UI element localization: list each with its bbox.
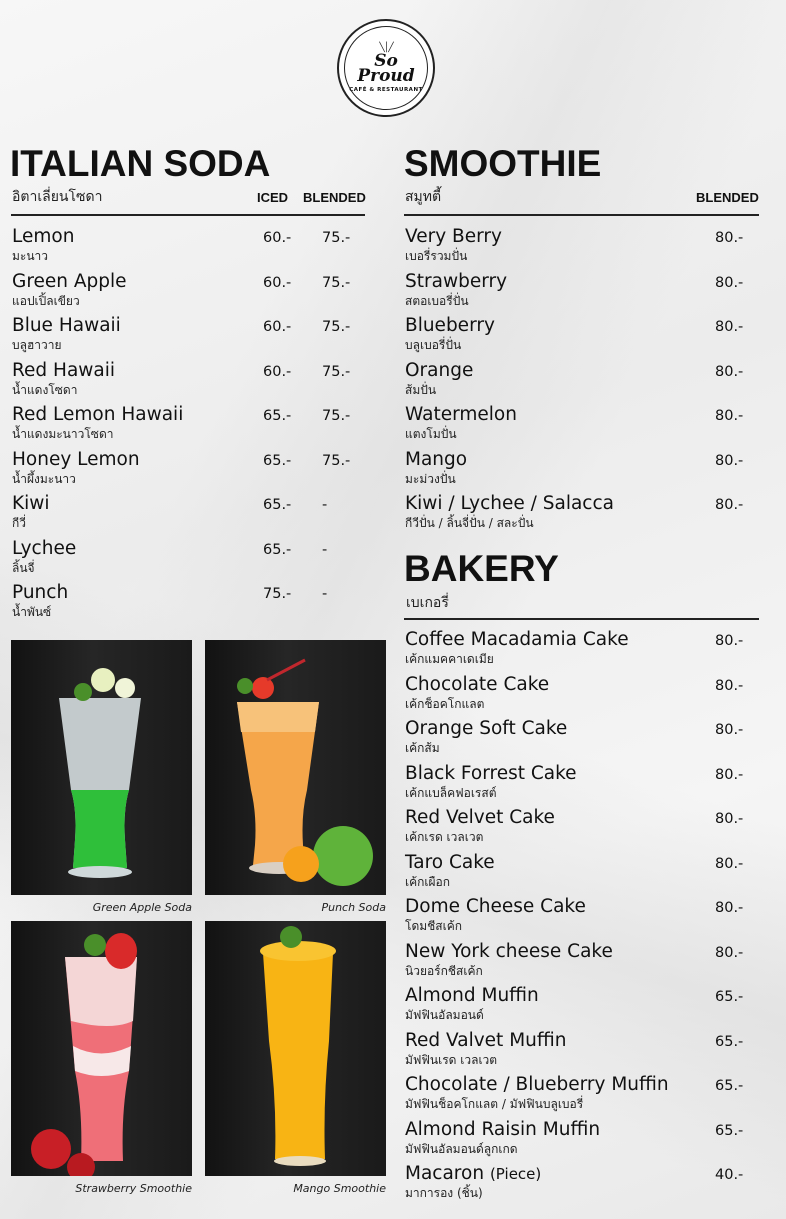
menu-item [405, 360, 759, 405]
item-name [12, 271, 127, 293]
item-price: 80.- [715, 900, 744, 916]
item-name [12, 582, 68, 604]
menu-item [405, 718, 759, 763]
item-thai-name: มัฟฟินเรด เวลเวต [405, 1052, 498, 1067]
italian-soda-title-thai: อิตาเลี่ยนโซดา [12, 189, 103, 205]
blended-price: 80.- [715, 452, 744, 469]
smoothie-list [405, 226, 759, 538]
iced-price: 65.- [263, 408, 292, 424]
menu-item [405, 226, 759, 271]
item-thai-name: เบอรี่รวมปั่น [405, 249, 468, 263]
blended-price: 75.- [322, 274, 351, 291]
item-thai-name: กีวี่ [12, 516, 27, 530]
punch-soda-glass-icon [205, 640, 386, 895]
item-thai-name: ลิ้นจี่ [12, 560, 35, 575]
item-name-text: Chocolate / Blueberry Muffin [405, 1074, 669, 1095]
blended-price: 80.- [715, 274, 744, 291]
menu-item [12, 449, 366, 494]
item-thai-name: บลูฮาวาย [12, 338, 62, 352]
iced-price: 65.- [263, 541, 292, 558]
item-name [12, 360, 115, 382]
item-name [405, 271, 507, 293]
bakery-list [405, 629, 759, 1208]
iced-price: 60.- [263, 319, 292, 335]
item-name [405, 718, 567, 740]
item-thai-name: กีวีปั่น / ลิ้นจี่ปั่น / สละปั่น [405, 516, 534, 530]
blended-price: - [322, 497, 328, 513]
menu-item [405, 449, 759, 494]
iced-price: 60.- [263, 230, 292, 246]
blended-price: - [322, 586, 328, 602]
blended-price: 80.- [715, 363, 744, 380]
item-price: 80.- [715, 855, 744, 872]
punch-soda-caption: Punch Soda [321, 901, 386, 914]
item-price: 40.- [715, 1167, 744, 1183]
item-name-text: Macaron [405, 1163, 485, 1184]
item-thai-name: เค้กแมคคาเดเมีย [405, 652, 494, 666]
iced-price: 75.- [263, 586, 292, 602]
item-name [12, 493, 50, 515]
item-name-text: Very Berry [405, 226, 502, 247]
item-thai-name: มะม่วงปั่น [405, 471, 456, 486]
item-name-text: Dome Cheese Cake [405, 896, 586, 917]
item-name [405, 315, 495, 337]
blended-price: 75.- [322, 408, 351, 424]
item-name [405, 674, 549, 696]
menu-item [405, 1074, 759, 1119]
item-name [405, 1074, 669, 1096]
item-name-text: Orange [405, 359, 474, 381]
iced-price: 60.- [263, 274, 292, 291]
item-thai-name: มะนาว [12, 249, 49, 263]
item-thai-name: น้ำแดงมะนาวโซดา [12, 427, 114, 441]
strawberry-smoothie-photo [11, 921, 192, 1176]
bakery-divider [404, 618, 759, 620]
menu-item [405, 404, 759, 449]
item-name-text: Kiwi [12, 493, 50, 514]
menu-item [405, 1030, 759, 1075]
menu-item [405, 941, 759, 986]
menu-item [12, 315, 366, 360]
menu-item [405, 271, 759, 316]
item-name [405, 226, 502, 248]
item-name [12, 538, 76, 560]
item-thai-name: นิวยอร์กชีสเค้ก [405, 963, 483, 978]
item-thai-name: น้ำพันซ์ [12, 605, 52, 619]
item-name [405, 896, 586, 918]
item-name-text: Almond Raisin Muffin [405, 1118, 601, 1140]
mango-smoothie-caption: Mango Smoothie [293, 1182, 386, 1195]
item-thai-name: มาการอง (ชิ้น) [405, 1186, 483, 1200]
menu-item [405, 763, 759, 808]
item-thai-name: น้ำผึ้งมะนาว [12, 471, 76, 486]
logo-line1: So [374, 50, 398, 71]
item-name-text: Orange Soft Cake [405, 718, 568, 739]
item-thai-name: ส้มปั่น [405, 382, 437, 397]
restaurant-logo [337, 19, 435, 117]
green-apple-soda-glass-icon [11, 640, 192, 895]
green-apple-soda-photo [11, 640, 192, 895]
blended-price: 75.- [322, 230, 351, 246]
item-name-text: Mango [405, 448, 468, 470]
menu-item [12, 271, 366, 316]
item-price: 80.- [715, 944, 744, 961]
green-apple-soda-caption: Green Apple Soda [92, 901, 192, 914]
item-name [405, 629, 629, 651]
item-name-text: Watermelon [405, 404, 517, 425]
punch-soda-photo [205, 640, 386, 895]
item-name [12, 226, 74, 248]
item-price: 65.- [715, 1122, 744, 1139]
item-name [405, 404, 517, 426]
item-price: 80.- [715, 633, 744, 649]
menu-item [405, 1163, 759, 1208]
item-name [405, 449, 467, 471]
item-thai-name: เค้กเรด เวลเวต [405, 830, 484, 844]
menu-item [405, 852, 759, 897]
item-name-text: Chocolate Cake [405, 673, 550, 695]
blended-price: 80.- [715, 230, 744, 246]
item-thai-name: บลูเบอรี่ปั่น [405, 338, 462, 352]
item-thai-name: สตอเบอรี่ปั่น [405, 293, 469, 308]
logo-tagline: CAFÉ & RESTAURANT [349, 86, 423, 93]
menu-item [405, 1119, 759, 1164]
item-price: 80.- [715, 722, 744, 738]
item-name [405, 360, 473, 382]
item-name-text: Blue Hawaii [12, 315, 121, 336]
item-thai-name: น้ำแดงโซดา [12, 382, 78, 397]
item-name [405, 763, 577, 785]
iced-price: 65.- [263, 497, 292, 513]
blended-price: 80.- [715, 319, 744, 335]
item-name [405, 1030, 567, 1052]
item-name-text: Lychee [12, 537, 77, 559]
item-name-text: Taro Cake [405, 851, 495, 873]
strawberry-smoothie-caption: Strawberry Smoothie [75, 1182, 192, 1195]
item-name-note: (Piece) [489, 1165, 542, 1183]
item-name-text: Blueberry [405, 315, 495, 336]
logo-badge [344, 26, 428, 110]
menu-item [12, 404, 366, 449]
menu-item [405, 896, 759, 941]
menu-item [405, 985, 759, 1030]
blended-price: - [322, 541, 328, 558]
italian-soda-divider [11, 214, 365, 216]
menu-item [12, 538, 366, 583]
item-name [405, 852, 495, 874]
item-thai-name: เค้กช็อคโกแลต [405, 696, 485, 711]
menu-item [405, 493, 759, 538]
menu-item [405, 674, 759, 719]
item-price: 65.- [715, 1078, 744, 1094]
menu-item [12, 226, 366, 271]
item-thai-name: มัฟฟินช็อคโกแลต / มัฟฟินบลูเบอรี่ [405, 1097, 584, 1111]
item-thai-name: เค้กส้ม [405, 741, 440, 755]
item-price: 65.- [715, 989, 744, 1005]
smoothie-blended-header: BLENDED [696, 190, 759, 205]
blended-column-header: BLENDED [303, 190, 366, 205]
menu-item [12, 493, 366, 538]
iced-column-header: ICED [257, 190, 289, 205]
item-name [405, 985, 539, 1007]
italian-soda-list [12, 226, 366, 627]
item-name-text: Kiwi / Lychee / Salacca [405, 493, 614, 514]
item-name [405, 1119, 600, 1141]
smoothie-divider [404, 214, 759, 216]
blended-price: 75.- [322, 452, 351, 469]
item-price: 65.- [715, 1033, 744, 1050]
strawberry-smoothie-glass-icon [11, 921, 192, 1176]
blended-price: 80.- [715, 408, 744, 424]
item-name-text: Lemon [12, 226, 75, 247]
blended-price: 75.- [322, 363, 351, 380]
item-thai-name: เค้กเผือก [405, 874, 450, 889]
sunburst-icon: ╲│╱ [379, 42, 393, 53]
item-price: 80.- [715, 677, 744, 694]
item-name-text: Strawberry [405, 270, 508, 292]
item-name-text: Honey Lemon [12, 448, 140, 470]
smoothie-title: SMOOTHIE [404, 143, 602, 184]
item-name-text: Red Valvet Muffin [405, 1029, 567, 1051]
item-thai-name: โดมชีสเค้ก [405, 919, 463, 933]
item-thai-name: มัฟฟินอัลมอนด์ลูกเกด [405, 1141, 518, 1156]
mango-smoothie-photo [205, 921, 386, 1176]
item-name [405, 1163, 541, 1185]
item-name-text: Punch [12, 582, 69, 603]
mango-smoothie-glass-icon [205, 921, 386, 1176]
logo-line2: Proud [357, 65, 415, 86]
item-name [12, 315, 121, 337]
blended-price: 75.- [322, 319, 351, 335]
menu-item [12, 360, 366, 405]
iced-price: 60.- [263, 363, 292, 380]
item-name [405, 493, 614, 515]
menu-item [405, 629, 759, 674]
bakery-title: BAKERY [404, 548, 559, 589]
smoothie-title-thai: สมูทตี้ [405, 189, 442, 205]
item-price: 80.- [715, 766, 744, 783]
item-thai-name: แอปเปิ้ลเขียว [12, 293, 80, 308]
item-name-text: Black Forrest Cake [405, 762, 577, 784]
menu-item [12, 582, 366, 627]
item-thai-name: เค้กแบล็คฟอเรสต์ [405, 785, 497, 800]
item-name-text: Red Velvet Cake [405, 807, 555, 828]
item-name-text: Green Apple [12, 270, 127, 292]
item-thai-name: มัฟฟินอัลมอนด์ [405, 1008, 484, 1022]
item-name [405, 941, 613, 963]
blended-price: 80.- [715, 497, 744, 513]
item-price: 80.- [715, 811, 744, 827]
item-thai-name: แตงโมปั่น [405, 427, 457, 441]
item-name [12, 404, 183, 426]
item-name-text: Almond Muffin [405, 985, 539, 1006]
item-name-text: Red Lemon Hawaii [12, 404, 184, 425]
bakery-title-thai: เบเกอรี่ [406, 595, 449, 611]
item-name [12, 449, 140, 471]
item-name-text: Coffee Macadamia Cake [405, 629, 629, 650]
item-name [405, 807, 555, 829]
item-name-text: New York cheese Cake [405, 940, 613, 962]
menu-item [405, 807, 759, 852]
iced-price: 65.- [263, 452, 292, 469]
italian-soda-title: ITALIAN SODA [10, 143, 271, 184]
item-name-text: Red Hawaii [12, 359, 116, 381]
menu-item [405, 315, 759, 360]
